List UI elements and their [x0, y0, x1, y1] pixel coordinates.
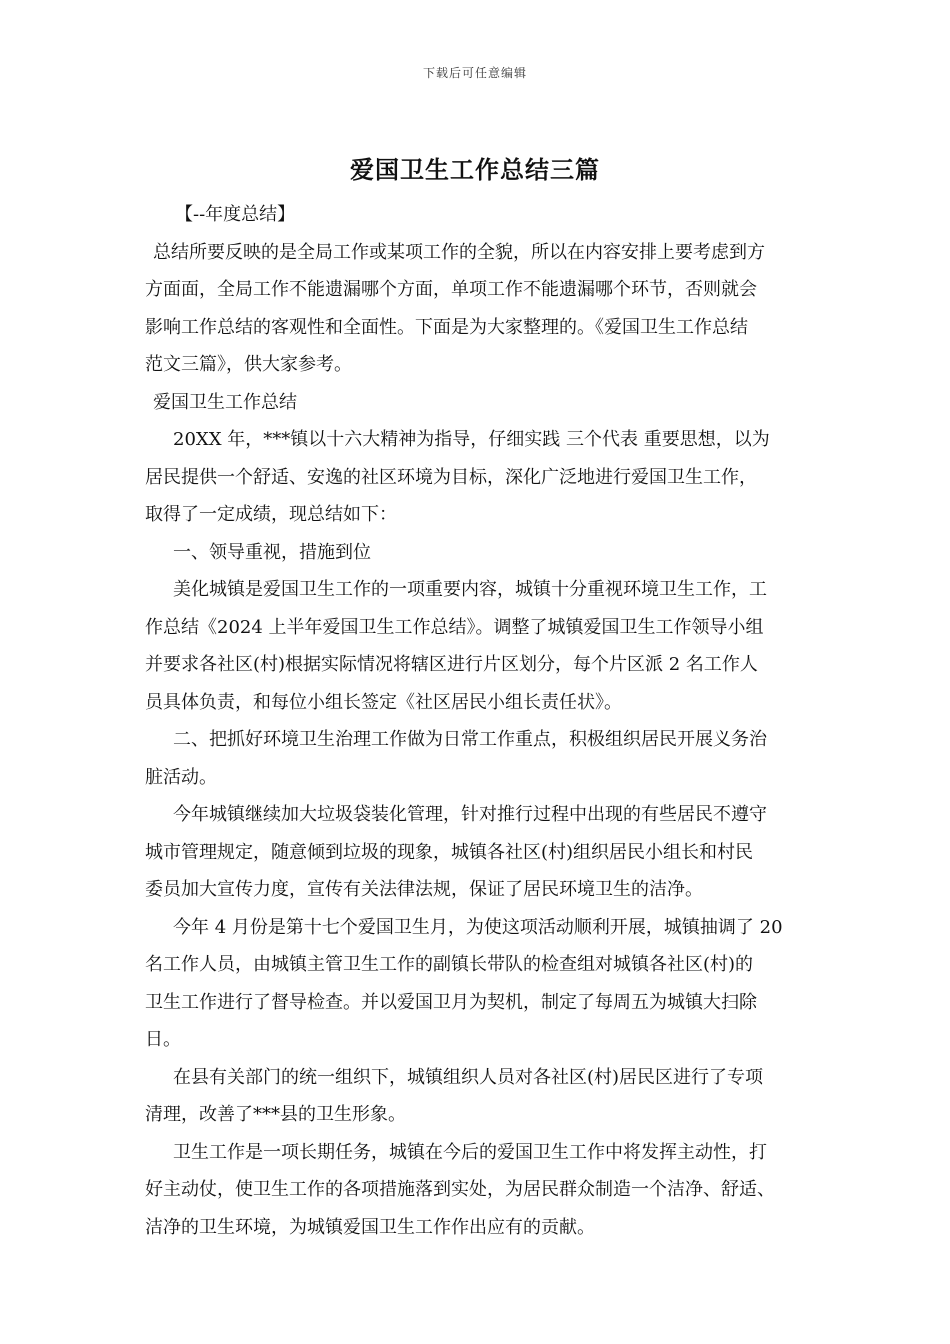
body-line: 名工作人员，由城镇主管卫生工作的副镇长带队的检查组对城镇各社区(村)的	[145, 954, 754, 975]
subheading: 二、把抓好环境卫生治理工作做为日常工作重点，积极组织居民开展义务治	[173, 729, 767, 750]
body-line: 好主动仗，使卫生工作的各项措施落到实处，为居民群众制造一个洁净、舒适、	[145, 1179, 775, 1200]
body-line: 日。	[145, 1029, 181, 1050]
body-line: 范文三篇》，供大家参考。	[145, 354, 352, 375]
body-line: 清理，改善了***县的卫生形象。	[145, 1104, 406, 1125]
body-line: 城市管理规定，随意倾到垃圾的现象，城镇各社区(村)组织居民小组长和村民	[145, 841, 754, 863]
body-line: 脏活动。	[145, 766, 217, 788]
body-line: 在县有关部门的统一组织下，城镇组织人员对各社区(村)居民区进行了专项	[173, 1066, 764, 1088]
body-line: 20XX 年，***镇以十六大精神为指导，仔细实践 三个代表 重要思想，以为	[173, 429, 770, 450]
body-line: 洁净的卫生环境，为城镇爱国卫生工作作出应有的贡献。	[145, 1216, 595, 1238]
document-title: 爱国卫生工作总结三篇	[350, 156, 600, 184]
body-line: 取得了一定成绩，现总结如下：	[145, 504, 397, 525]
body-line: 作总结《2024 上半年爱国卫生工作总结》。调整了城镇爱国卫生工作领导小组	[145, 616, 764, 638]
document-body	[145, 196, 810, 1246]
body-line: 总结所要反映的是全局工作或某项工作的全貌，所以在内容安排上要考虑到方	[153, 241, 765, 263]
body-line: 卫生工作进行了督导检查。并以爱国卫月为契机，制定了每周五为城镇大扫除	[145, 991, 757, 1013]
body-line: 影响工作总结的客观性和全面性。下面是为大家整理的。《爱国卫生工作总结	[145, 316, 748, 338]
body-line: 委员加大宣传力度，宣传有关法律法规，保证了居民环境卫生的洁净。	[145, 879, 703, 900]
section-heading: 爱国卫生工作总结	[153, 391, 297, 413]
body-line: 居民提供一个舒适、安逸的社区环境为目标，深化广泛地进行爱国卫生工作，	[145, 466, 757, 488]
body-line: 美化城镇是爱国卫生工作的一项重要内容，城镇十分重视环境卫生工作，工	[173, 579, 767, 600]
body-line: 员具体负责，和每位小组长签定《社区居民小组长责任状》。	[145, 691, 622, 713]
subheading: 一、领导重视，措施到位	[173, 541, 371, 563]
body-line: 方面面，全局工作不能遗漏哪个方面，单项工作不能遗漏哪个环节，否则就会	[145, 279, 757, 300]
body-line: 卫生工作是一项长期任务，城镇在今后的爱国卫生工作中将发挥主动性，打	[173, 1141, 767, 1163]
body-line: 今年 4 月份是第十七个爱国卫生月，为使这项活动顺利开展，城镇抽调了 20	[173, 916, 783, 938]
body-line: 并要求各社区(村)根据实际情况将辖区进行片区划分，每个片区派 2 名工作人	[145, 654, 758, 675]
section-bracket-heading: 【--年度总结】	[175, 204, 296, 225]
body-line: 今年城镇继续加大垃圾袋装化管理，针对推行过程中出现的有些居民不遵守	[173, 804, 767, 825]
page-header: 下载后可任意编辑	[422, 66, 527, 80]
